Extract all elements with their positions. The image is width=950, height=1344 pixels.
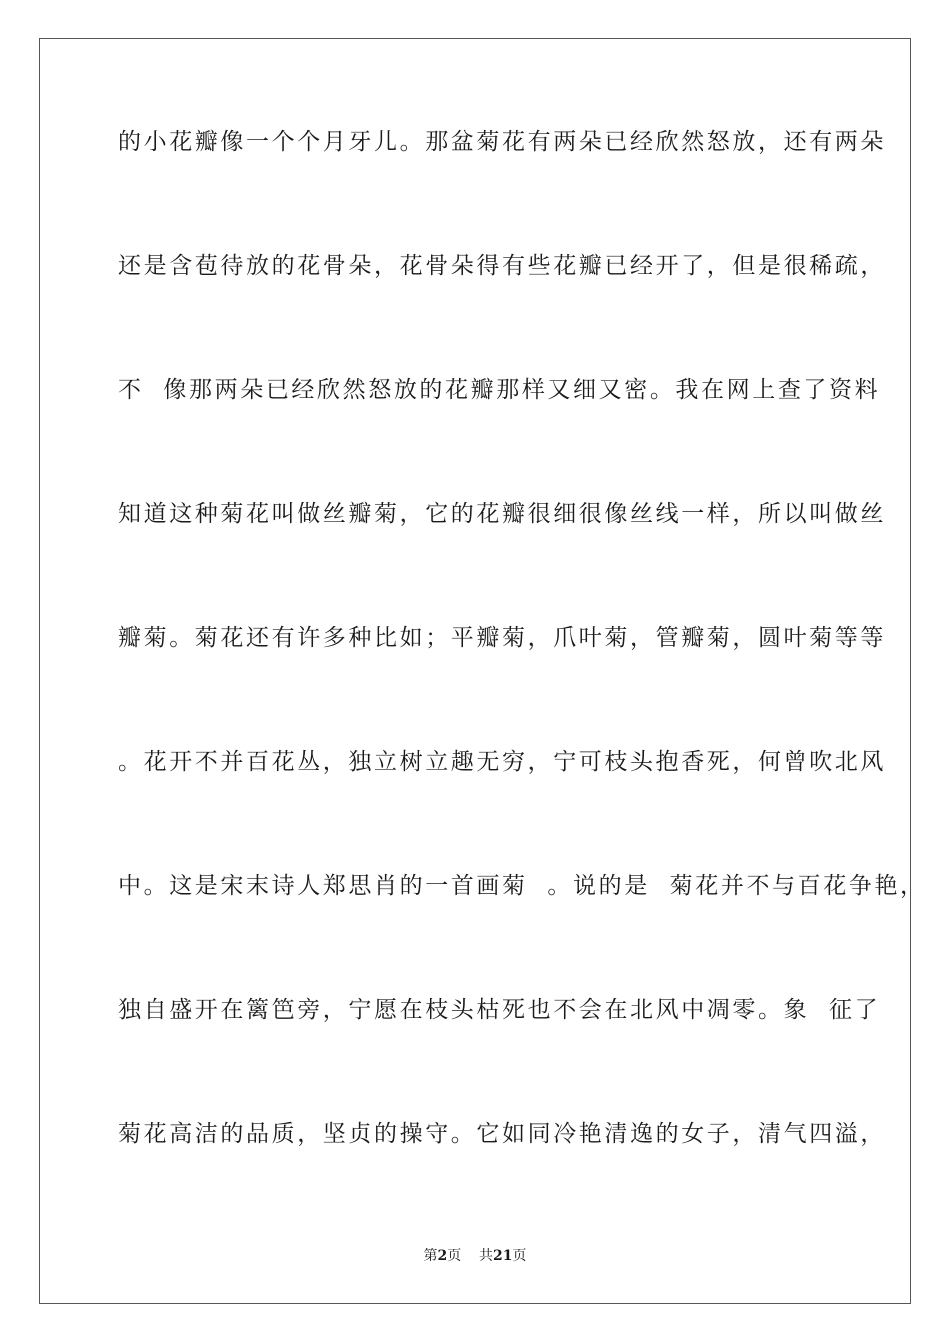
text-line: 的小花瓣像一个个月牙儿。那盆菊花有两朵已经欣然怒放，还有两朵 <box>118 129 886 155</box>
text-line: 瓣菊。菊花还有许多种比如；平瓣菊，爪叶菊，管瓣菊，圆叶菊等等 <box>118 625 886 651</box>
page-number: 2 <box>437 1248 448 1264</box>
text-line: 知道这种菊花叫做丝瓣菊，它的花瓣很细很像丝线一样，所以叫做丝 <box>118 501 886 527</box>
text-line: 。花开不并百花丛，独立树立趣无穷，宁可枝头抱香死，何曾吹北风 <box>118 749 886 775</box>
text-line: 中。这是宋末诗人郑思肖的一首画菊 。说的是 菊花并不与百花争艳， <box>118 873 926 899</box>
text-line: 还是含苞待放的花骨朵，花骨朵得有些花瓣已经开了，但是很稀疏， <box>118 253 886 279</box>
total-pages: 21 <box>493 1248 513 1264</box>
text-line: 不 像那两朵已经欣然怒放的花瓣那样又细又密。我在网上查了资料 <box>118 377 881 403</box>
page-footer <box>0 1247 950 1265</box>
footer-prefix: 第 <box>423 1248 438 1264</box>
document-body <box>118 127 926 1149</box>
text-line: 独自盛开在篱笆旁，宁愿在枝头枯死也不会在北风中凋零。象 征了 <box>118 997 881 1023</box>
footer-total-prefix: 共 <box>479 1248 494 1264</box>
footer-total-suffix: 页 <box>512 1248 527 1264</box>
text-line: 菊花高洁的品质，坚贞的操守。它如同冷艳清逸的女子，清气四溢， <box>118 1121 886 1147</box>
footer-page-suffix: 页 <box>447 1248 462 1264</box>
